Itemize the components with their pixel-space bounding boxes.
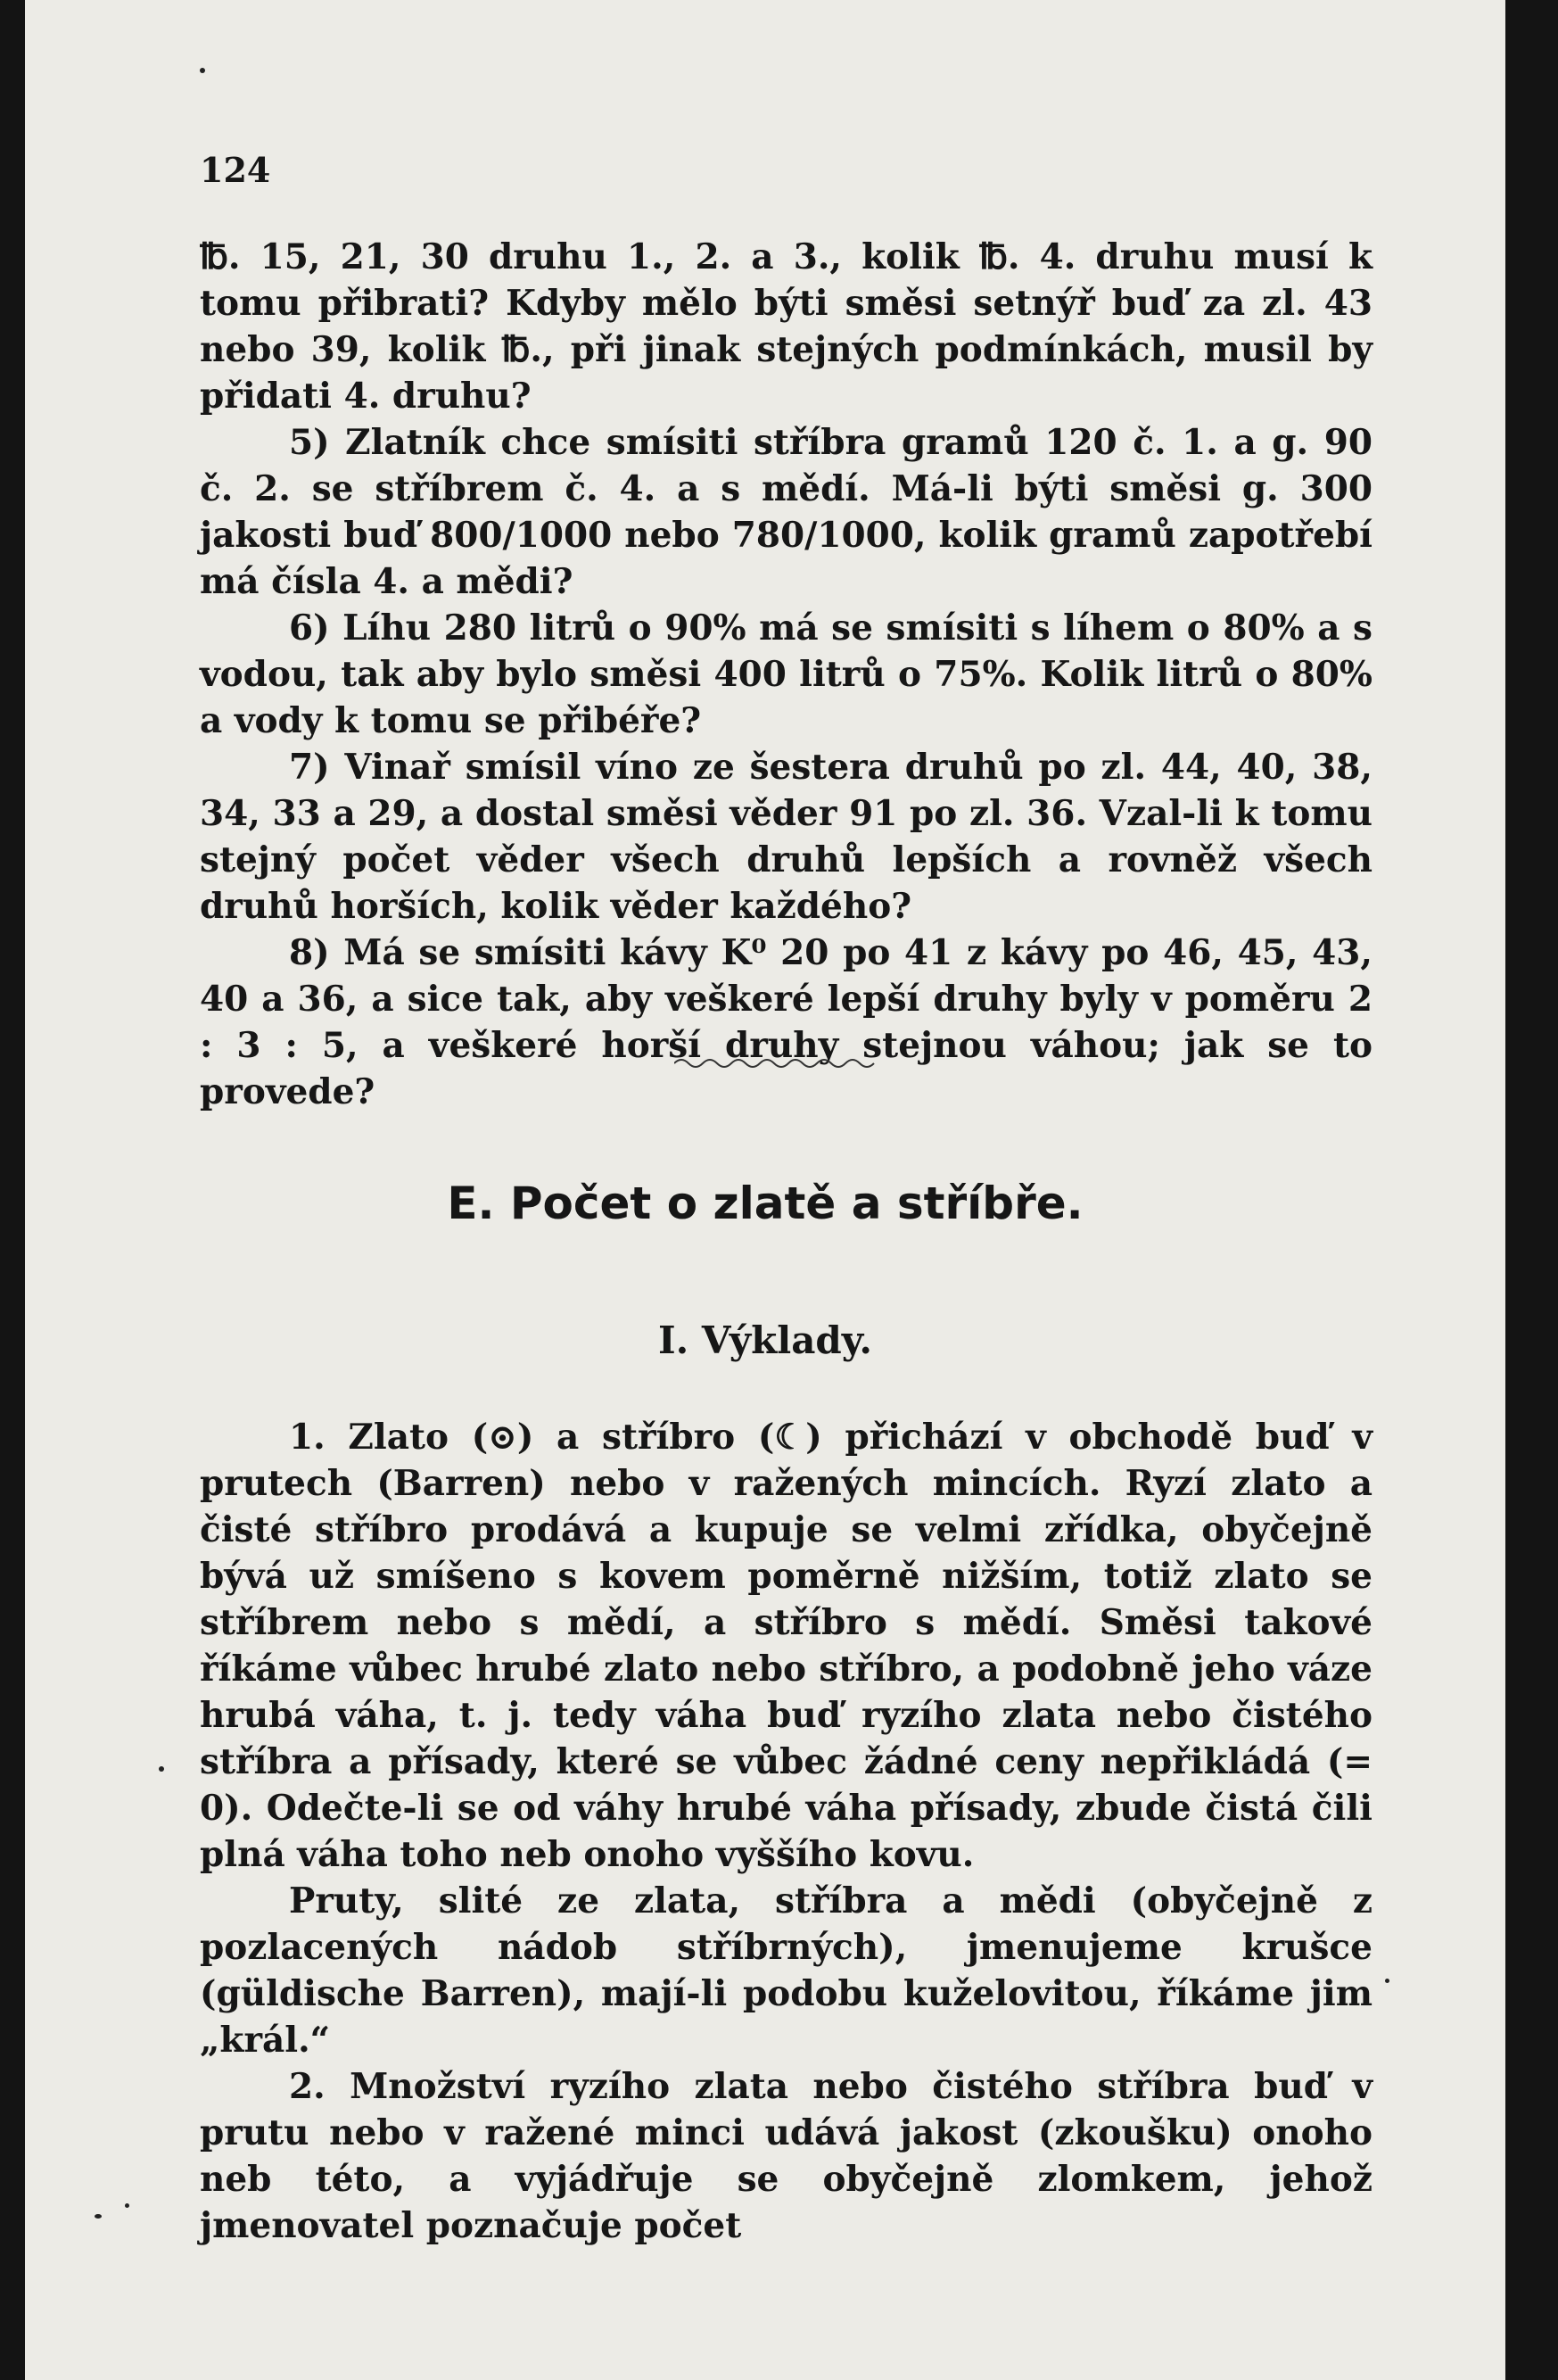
explanation-block <box>200 1414 1373 2249</box>
exercise-4-continuation: ℔. 15, 21, 30 druhu 1., 2. a 3., kolik ℔. 4. druhu musí k tomu přibrati? Kdyby mělo býti směsi setnýř buď za zl. 43 nebo 39, kolik ℔., při jinak stejných podmínkách, musil by přidati 4. druhu? <box>200 236 1373 417</box>
exercise-8: 8) Má se smísiti kávy K⁰ 20 po 41 z kávy po 46, 45, 43, 40 a 36, a sice tak, aby veškeré lepší druhy byly v poměru 2 : 3 : 5, a veškeré horší druhy stejnou váhou; jak se to provede? <box>200 932 1373 1112</box>
wavy-divider-ornament <box>674 1054 879 1072</box>
exercise-block <box>200 234 1373 1115</box>
subsection-title: I. Výklady. <box>657 1318 873 1362</box>
exercise-5: 5) Zlatník chce smísiti stříbra gramů 120 č. 1. a g. 90 č. 2. se stříbrem č. 4. a s mědí. Má-li býti směsi g. 300 jakosti buď 800/1000 nebo 780/1000, kolik gramů zapotřebí má čísla 4. a mědi? <box>200 422 1373 602</box>
paragraph-mnozstvi: 2. Množství ryzího zlata nebo čistého stříbra buď v prutu nebo v ražené minci udává jakost (zkoušku) onoho neb této, a vyjádřuje se obyčejně zlomkem, jehož jmenovatel poznačuje počet <box>200 2066 1373 2246</box>
paragraph-gold-silver: 1. Zlato (⊙) a stříbro (☾) přichází v obchodě buď v prutech (Barren) nebo v ražených mincích. Ryzí zlato a čisté stříbro prodává a kupuje se velmi zřídka, obyčejně bývá už smíšeno s kovem poměrně nižším, totiž zlato se stříbrem nebo s mědí, a stříbro s mědí. Směsi takové říkáme vůbec hrubé zlato nebo stříbro, a podobně jeho váze hrubá váha, t. j. tedy váha buď ryzího zlata nebo čistého stříbra a přísady, které se vůbec žádné ceny nepřikládá (= 0). Odečte-li se od váhy hrubé váha přísady, zbude čistá čili plná váha toho neb onoho vyššího kovu. <box>200 1417 1373 1875</box>
exercise-6: 6) Líhu 280 litrů o 90% má se smísiti s líhem o 80% a s vodou, tak aby bylo směsi 400 litrů o 75%. Kolik litrů o 80% a vody k tomu se přibéře? <box>200 607 1373 741</box>
page-number: 124 <box>200 150 271 190</box>
section-title: E. Počet o zlatě a stříbře. <box>447 1178 1084 1229</box>
book-page <box>25 0 1505 2380</box>
paragraph-pruty: Pruty, slité ze zlata, stříbra a mědi (obyčejně z pozlacených nádob stříbrných), jmenujeme krušce (güldische Barren), mají-li podobu kuželovitou, říkáme jim „král.“ <box>200 1880 1373 2061</box>
exercise-7: 7) Vinař smísil víno ze šestera druhů po zl. 44, 40, 38, 34, 33 a 29, a dostal směsi věder 91 po zl. 36. Vzal-li k tomu stejný počet věder všech druhů lepších a rovněž všech druhů horších, kolik věder každého? <box>200 747 1373 927</box>
